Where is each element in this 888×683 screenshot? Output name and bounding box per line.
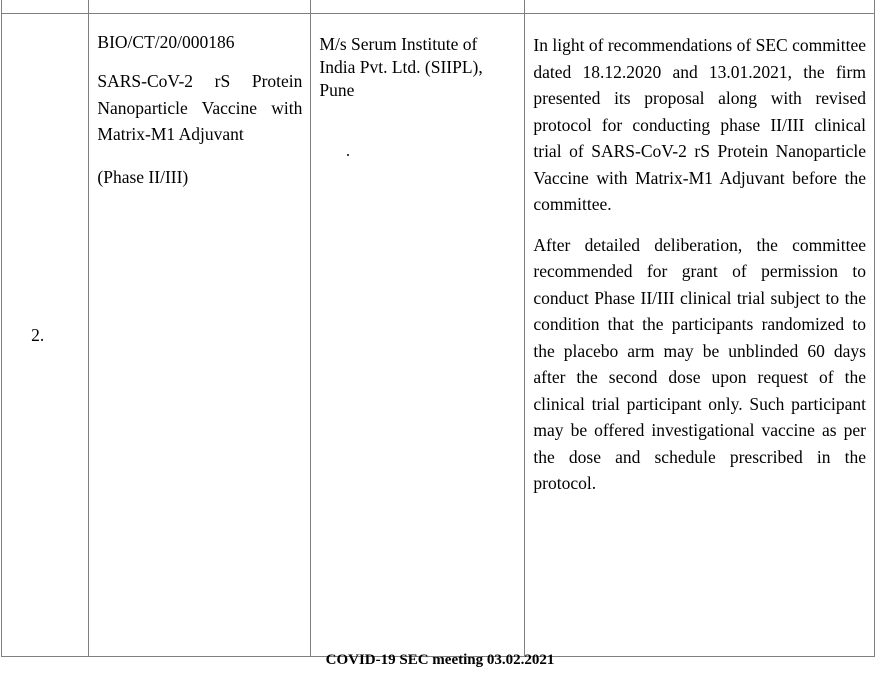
stub-cell xyxy=(311,0,525,14)
stray-dot-mark xyxy=(347,154,349,156)
minutes-table xyxy=(1,0,875,657)
product-name: SARS-CoV-2 rS Protein Nanoparticle Vaccine with Matrix-M1 Adjuvant xyxy=(97,71,303,144)
stub-cell xyxy=(525,0,875,14)
serial-number-cell xyxy=(2,14,89,657)
recommendation-paragraph: After detailed deliberation, the committee recommended for grant of permission to conduct Phase II/III clinical trial subject to the condition that the participants randomized to the placebo arm may be unblinded 60 days after the second dose upon request of the clinical trial participant only. Such participant may be offered investigational vaccine as per the dose and schedule prescribed in the protocol. xyxy=(533,234,866,493)
trial-phase: (Phase II/III) xyxy=(97,166,189,187)
previous-row-stub xyxy=(2,0,875,14)
table-row xyxy=(2,14,875,657)
file-number: BIO/CT/20/000186 xyxy=(97,32,235,52)
recommendation-paragraph: In light of recommendations of SEC committee dated 18.12.2020 and 13.01.2021, the firm presented its proposal along with revised protocol for conducting phase II/III clinical trial of SARS-CoV-2 rS Protein Nanoparticle Vaccine with Matrix-M1 Adjuvant before the committee. xyxy=(533,35,866,214)
serial-number: 2. xyxy=(31,324,45,345)
recommendation-cell xyxy=(525,14,875,657)
product-cell xyxy=(89,14,311,657)
stub-cell xyxy=(2,0,89,14)
firm-cell xyxy=(311,14,525,657)
stub-cell xyxy=(89,0,311,14)
page-footer: COVID-19 SEC meeting 03.02.2021 xyxy=(325,652,555,668)
firm-name: M/s Serum Institute of India Pvt. Ltd. (SIIPL), Pune xyxy=(319,34,483,100)
